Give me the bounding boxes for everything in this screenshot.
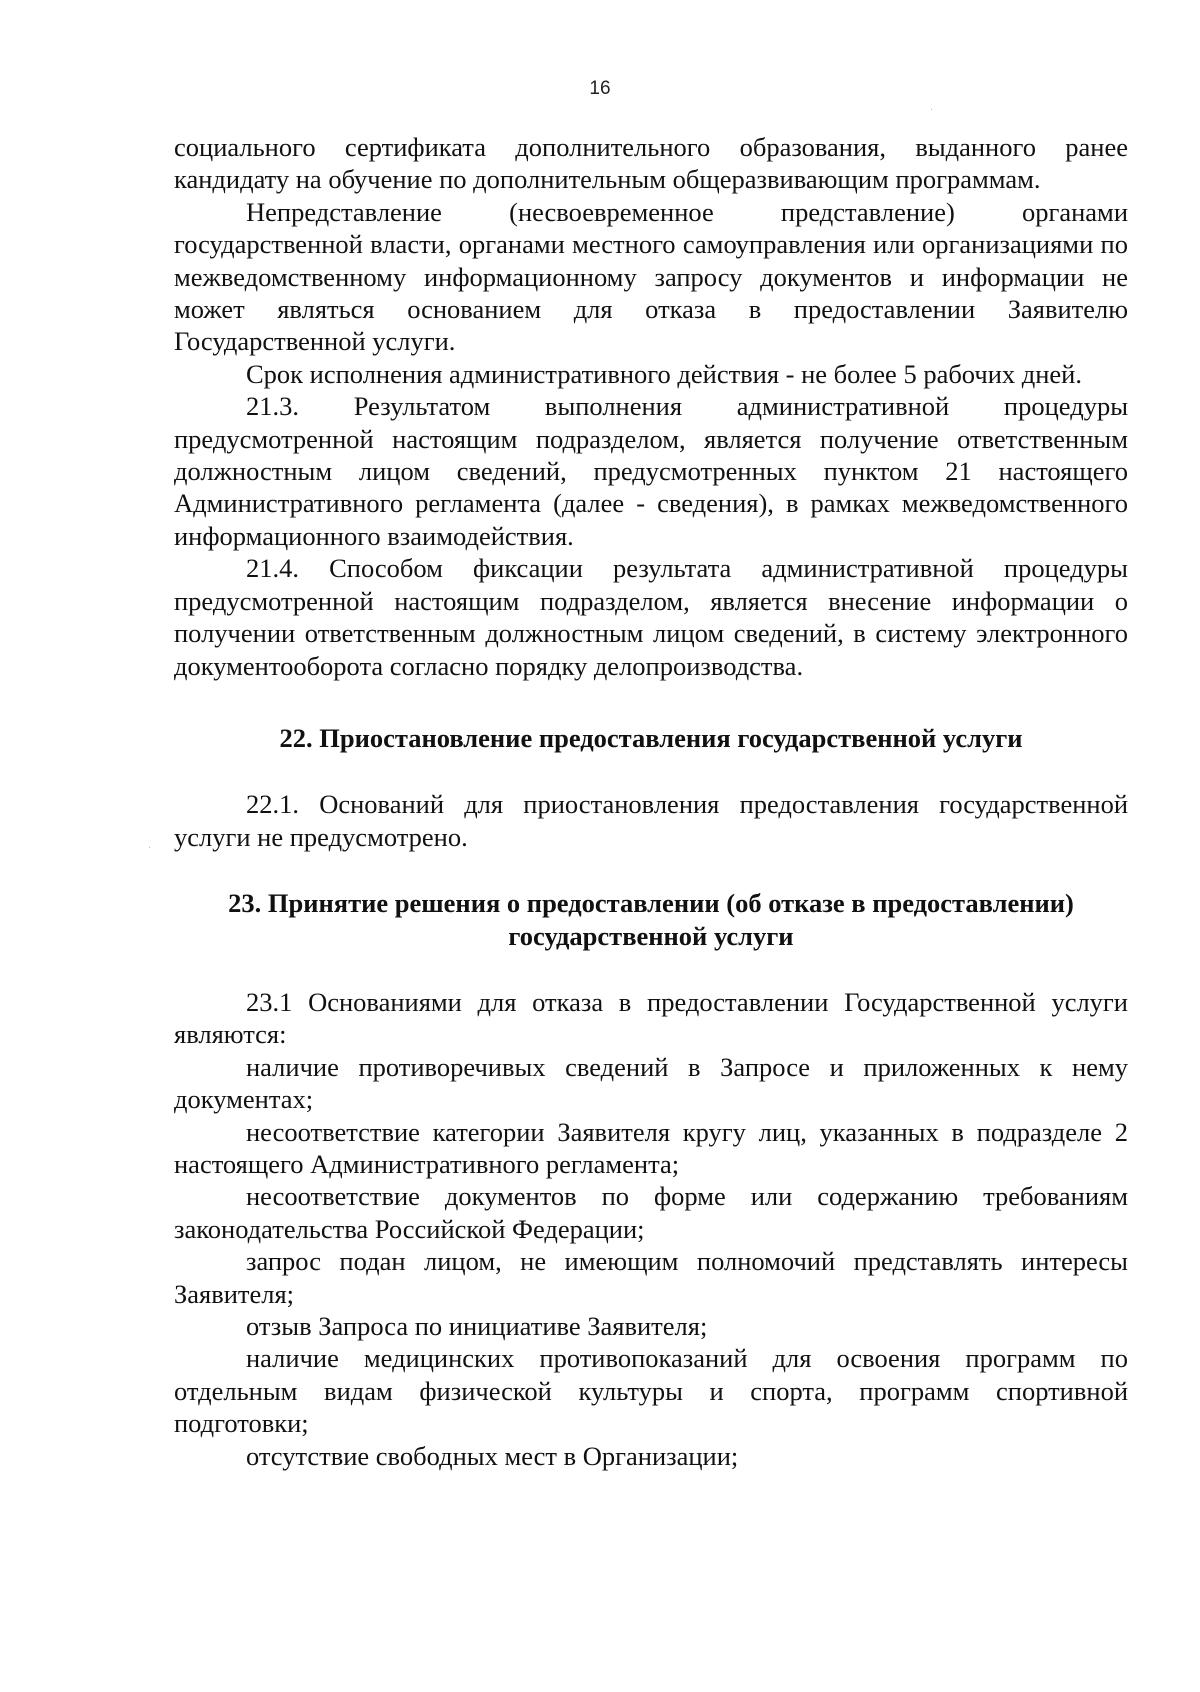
paragraph-continuation: социального сертификата дополнительного образования, выданного ранее кандидату на обучение по дополнительным общеразвивающим программам. (174, 132, 1128, 195)
scan-speck: · (930, 105, 934, 116)
list-item: несоответствие категории Заявителя кругу лиц, указанных в подразделе 2 настоящего Административного регламента; (174, 1116, 1128, 1179)
section-23-heading-line-2: государственной услуги (508, 920, 794, 951)
page-number: 16 (589, 78, 611, 99)
paragraph-non-submission: Непредставление (несвоевременное представление) органами государственной власти, органами местного самоуправления или организациями по межведомственному информационному запросу документов и информации не может являться основанием для отказа в предоставлении Заявителю Государственной услуги. (174, 196, 1128, 357)
document-body (174, 131, 1128, 1472)
section-22-heading: 22. Приостановление предоставления государственной услуги (279, 722, 1023, 753)
paragraph-deadline: Срок исполнения административного действия - не более 5 рабочих дней. (246, 358, 1082, 389)
spacer (174, 853, 1128, 887)
list-item: отзыв Запроса по инициативе Заявителя; (246, 1311, 708, 1341)
list-item: наличие противоречивых сведений в Запросе и приложенных к нему документах; (174, 1051, 1128, 1115)
list-item: запрос подан лицом, не имеющим полномочий представлять интересы Заявителя; (174, 1246, 1128, 1309)
list-item: несоответствие документов по форме или содержанию требованиям законодательства Российской Федерации; (174, 1181, 1128, 1244)
paragraph-21-3: 21.3. Результатом выполнения административной процедуры предусмотренной настоящим подразделом, является получение ответственным должностным лицом сведений, предусмотренных пунктом 21 настоящего Административного регламента (далее - сведения), в рамках межведомственного информационного взаимодействия. (174, 391, 1128, 551)
section-23-heading-line-1: 23. Принятие решения о предоставлении (об отказе в предоставлении) (228, 888, 1074, 919)
list-item: наличие медицинских противопоказаний для освоения программ по отдельным видам физической культуры и спорта, программ спортивной подготовки; (174, 1343, 1128, 1439)
list-item: отсутствие свободных мест в Организации; (246, 1440, 739, 1471)
spacer (174, 952, 1128, 986)
paragraph-22-1: 22.1. Оснований для приостановления предоставления государственной услуги не предусмотрено. (174, 789, 1128, 852)
scan-speck: · (148, 843, 152, 854)
spacer (174, 754, 1128, 788)
paragraph-23-1: 23.1 Основаниями для отказа в предоставлении Государственной услуги являются: (174, 986, 1128, 1050)
section-23-heading (174, 887, 1128, 952)
spacer (174, 682, 1128, 722)
paragraph-21-4: 21.4. Способом фиксации результата административной процедуры предусмотренной настоящим подразделом, является внесение информации о получении ответственным должностным лицом сведений, в систему электронного документооборота согласно порядку делопроизводства. (174, 553, 1128, 681)
refusal-grounds-list (174, 1051, 1128, 1472)
